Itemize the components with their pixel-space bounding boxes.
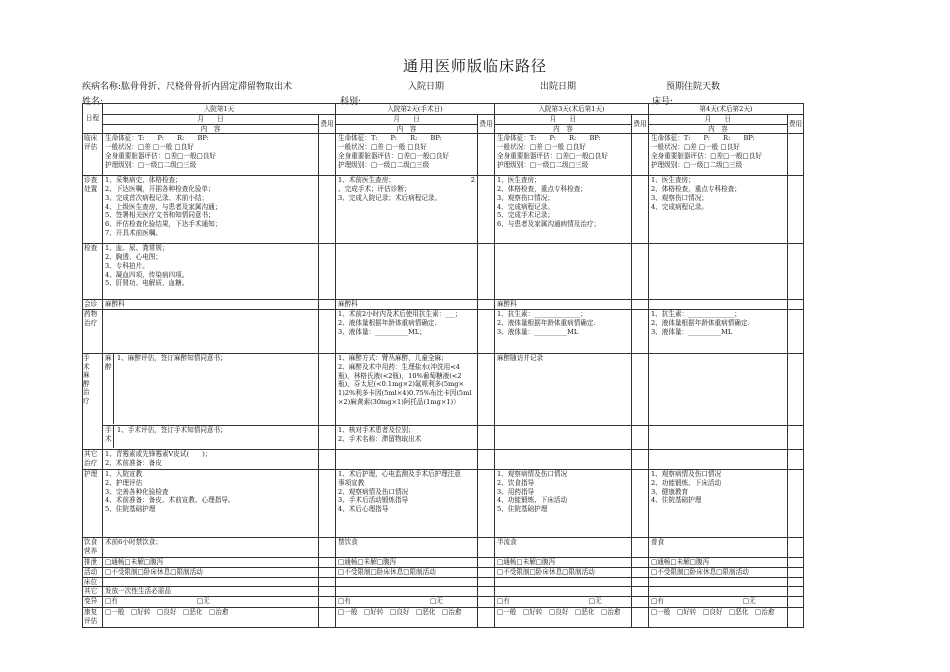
content-cell xyxy=(494,538,631,558)
header-row-content xyxy=(83,124,804,134)
discharge-date-label: 出院日期 xyxy=(540,82,577,92)
row-label: 药物治疗 xyxy=(83,310,103,354)
cell-line: 7、开具术前医嘱。 xyxy=(105,228,162,237)
cell-line: 护理级别：□一级□二级□三级 xyxy=(105,160,197,169)
pathway-row xyxy=(83,300,804,310)
fee-cell[interactable] xyxy=(477,470,494,538)
anesthesia-cell xyxy=(336,354,478,426)
row-label: 会诊 xyxy=(83,300,103,310)
content-cell xyxy=(336,244,478,300)
cell-line: 瓶)，林格氏液(<2瓶)，10%葡萄糖液(<2 xyxy=(338,371,462,380)
cell-line: 5、肝肾功、电解质、血糖。 xyxy=(105,279,189,288)
content-cell xyxy=(494,176,631,244)
content-cell xyxy=(103,607,319,627)
cell-line: 5、住院基础护理 xyxy=(496,504,548,513)
fee-cell[interactable] xyxy=(631,450,648,470)
cell-line: 护理级别：□一级□二级□三级 xyxy=(496,160,589,169)
cell-line: 普食 xyxy=(650,538,665,547)
cell-line: 生命体征：T: P: R: BP: xyxy=(105,134,209,143)
cell-line: 3、手术后活动锻炼指导 xyxy=(338,496,409,505)
row-label-main: 手术麻醉治疗 xyxy=(83,354,90,405)
content-cell xyxy=(103,558,319,568)
page-title: 通用医师版临床路径 xyxy=(402,57,547,75)
fee-cell[interactable] xyxy=(631,538,648,558)
cell-line: □一般 □好转 □良好 □恶化 □治愈 xyxy=(496,607,621,616)
content-cell xyxy=(494,577,631,587)
fee-cell[interactable] xyxy=(477,538,494,558)
row-label: 其它 xyxy=(83,587,103,597)
cell-line: □通畅□未解□腹泻 xyxy=(650,558,710,567)
cell-line: 护理级别：□一级□二级□三级 xyxy=(650,160,743,169)
cell-line: 3、观察伤口情况； xyxy=(496,193,554,202)
cell-line: □一般 □好转 □良好 □恶化 □治愈 xyxy=(105,607,229,616)
content-header: 内 容 xyxy=(103,124,319,134)
cell-line: 1、医生查房； xyxy=(650,176,695,185)
day-header: 入院第3天(术后第1天) xyxy=(494,104,648,115)
cell-line: 3、液体量：__________ML xyxy=(496,327,579,336)
cell-line: 一般状况：□差 □一般 □良好 xyxy=(650,143,740,152)
content-cell xyxy=(336,577,478,587)
content-header: 内 容 xyxy=(494,124,631,134)
cell-line: 术前6小时禁饮食； xyxy=(105,538,162,547)
content-cell xyxy=(103,470,319,538)
cell-line: □不受限制□卧床休息□限制活动 xyxy=(496,567,595,576)
fee-cell[interactable] xyxy=(319,310,336,354)
cell-line: 全身重要脏器评估：□差□一般□良好 xyxy=(650,151,762,160)
cell-line: 1、采集病史、体格检查； xyxy=(105,176,182,185)
row-label: 排泄 xyxy=(83,558,103,568)
cell-line: 3、液体量：__________ML； xyxy=(338,327,426,336)
pathway-row xyxy=(83,470,804,538)
content-header: 内 容 xyxy=(336,124,478,134)
sub-label-anesthesia: 麻醉 xyxy=(105,354,114,424)
fee-cell[interactable] xyxy=(319,450,336,470)
row-label: 康复评估 xyxy=(83,607,103,627)
fee-cell[interactable] xyxy=(319,577,336,587)
cell-line: 麻醉科 xyxy=(105,300,125,309)
fee-cell[interactable] xyxy=(319,470,336,538)
date-header: 日程 xyxy=(83,104,103,134)
anesthesia-cell xyxy=(648,354,787,426)
cell-line: 2、液体量根据年龄体重病情确定. xyxy=(650,318,750,327)
cell-line: 2、术前准备：备皮 xyxy=(105,458,162,467)
cell-line: 2、功能锻炼、下床活动 xyxy=(650,478,722,487)
cell-line: 全身重要脏器评估：□差□一般□良好 xyxy=(105,151,217,160)
content-cell xyxy=(648,538,787,558)
cell-line: 5、住院基础护理 xyxy=(105,504,156,513)
cell-line: □有 □无 xyxy=(338,596,443,605)
fee-cell[interactable] xyxy=(787,558,803,568)
fee-cell[interactable] xyxy=(631,607,648,627)
fee-cell[interactable] xyxy=(787,567,803,577)
fee-header: 费用 xyxy=(787,115,803,134)
content-cell xyxy=(336,134,478,176)
fee-cell[interactable] xyxy=(631,300,648,310)
cell-line: 一般状况：□差 □一般 □良好 xyxy=(496,143,586,152)
cell-line: 5、完成手术记录； xyxy=(496,211,554,220)
cell-line: 4、术后心理指导 xyxy=(338,504,389,513)
content-cell xyxy=(336,300,478,310)
content-cell xyxy=(648,558,787,568)
cell-line: 6、评估检查化验结果，下达手术通知； xyxy=(105,219,222,228)
fee-cell[interactable] xyxy=(319,567,336,577)
content-cell xyxy=(648,577,787,587)
fee-cell[interactable] xyxy=(319,244,336,300)
cell-line: 2、体格检查，重点专科检查； xyxy=(650,185,741,194)
cell-line: 2、下达医嘱，开据各种检查化验单； xyxy=(105,185,215,194)
cell-line: 4、住院基础护理 xyxy=(650,496,702,505)
content-header: 内 容 xyxy=(648,124,787,134)
content-cell xyxy=(336,450,478,470)
row-label: 检查 xyxy=(83,244,103,300)
month-day-label: 月 日 xyxy=(336,115,478,125)
cell-line: □通畅□未解□腹泻 xyxy=(105,558,164,567)
fee-cell[interactable] xyxy=(787,607,803,627)
cell-line: 麻醉随访并记录 xyxy=(496,354,544,363)
content-cell xyxy=(336,310,478,354)
content-cell xyxy=(648,470,787,538)
fee-cell[interactable] xyxy=(631,176,648,244)
cell-line: □有 □无 xyxy=(105,596,210,605)
fee-cell[interactable] xyxy=(787,596,803,607)
fee-cell[interactable] xyxy=(631,310,648,354)
cell-line: 1、观察病情及伤口情况 xyxy=(496,470,568,479)
content-cell xyxy=(103,134,319,176)
row-label: 饮食营养 xyxy=(83,538,103,558)
pathway-row xyxy=(83,596,804,607)
cell-line: 2、饮食指导 xyxy=(496,478,535,487)
content-cell xyxy=(103,587,319,597)
cell-line: 3、液体量：__________ML xyxy=(650,327,733,336)
day-header: 入院第2天(手术日) xyxy=(336,104,495,115)
row-label xyxy=(83,354,103,450)
content-cell xyxy=(336,607,478,627)
pathway-row xyxy=(83,607,804,627)
cell-line: 3、观察伤口情况； xyxy=(650,193,708,202)
row-label: 护理 xyxy=(83,470,103,538)
cell-line: 4、凝血四项、传染病四项。 xyxy=(105,270,189,279)
content-cell xyxy=(336,538,478,558)
cell-line: 2、手术名称：滞留物取出术 xyxy=(338,434,422,443)
cell-line: 3、完成首次病程记录、术前小结； xyxy=(105,193,209,202)
row-surgery xyxy=(83,426,804,450)
cell-line: 5、签署相关医疗文书和知情同意书； xyxy=(105,211,215,220)
cell-line: 2、观察病情及伤口情况 xyxy=(338,487,409,496)
row-label: 诊查处置 xyxy=(83,176,103,244)
cell-line: ×2)麻黄素(30mg×1)阿托品(1mg×1)） xyxy=(338,397,460,406)
pathway-row xyxy=(83,244,804,300)
cell-line: 1、核对手术患者及位别； xyxy=(338,426,415,435)
cell-line: 4、上级医生查房，与患者及家属沟通； xyxy=(105,202,222,211)
cell-line: 2、液体量根据年龄体重病情确定. xyxy=(338,318,437,327)
pathway-row xyxy=(83,558,804,568)
fee-cell[interactable] xyxy=(477,134,494,176)
fee-cell[interactable] xyxy=(631,354,648,426)
fee-cell[interactable] xyxy=(319,354,336,426)
fee-cell[interactable] xyxy=(787,354,803,426)
header-row-days xyxy=(83,104,804,115)
cell-line: □不受限制□卧床休息□限制活动 xyxy=(338,567,436,576)
fee-cell[interactable] xyxy=(319,558,336,568)
cell-line: 1、医生查房； xyxy=(496,176,541,185)
fee-cell[interactable] xyxy=(631,587,648,597)
cell-line: 4、功能锻炼、下床活动 xyxy=(496,496,568,505)
fee-cell[interactable] xyxy=(787,538,803,558)
cell-line: 1、术前2小时内及术后使用抗生素：___； xyxy=(338,310,462,319)
content-cell xyxy=(648,450,787,470)
surgery-cell xyxy=(648,426,787,450)
content-cell xyxy=(336,567,478,577)
content-cell xyxy=(648,310,787,354)
content-cell xyxy=(494,558,631,568)
fee-cell[interactable] xyxy=(477,244,494,300)
content-cell xyxy=(336,176,478,244)
surgery-cell xyxy=(494,426,631,450)
cell-line: 事项宣教 xyxy=(338,478,365,487)
pathway-row xyxy=(83,176,804,244)
fee-cell[interactable] xyxy=(477,587,494,597)
content-cell xyxy=(336,558,478,568)
cell-line: 3、专科拍片。 xyxy=(105,261,149,270)
cell-line: 1、抗生素：______________； xyxy=(496,310,587,319)
fee-header: 费用 xyxy=(319,115,336,134)
fee-cell[interactable] xyxy=(477,567,494,577)
sub-label-surgery: 手术 xyxy=(105,426,114,448)
cell-line: 3、完成入院记录；术后病程记录。 xyxy=(338,193,442,202)
fee-cell[interactable] xyxy=(787,310,803,354)
fee-cell[interactable] xyxy=(477,607,494,627)
cell-line: 1、抗生素：______________； xyxy=(650,310,741,319)
day-header: 入院第1天 xyxy=(103,104,336,115)
fee-cell[interactable] xyxy=(787,470,803,538)
cell-line: 瓶)，芬太尼(<0.1mg×2)氟哌利多(5mg× xyxy=(338,380,465,389)
content-cell xyxy=(648,300,787,310)
cell-line: 一般状况：□差 □一般 □良好 xyxy=(338,143,427,152)
bed-number-label: 床号: xyxy=(652,97,674,107)
fee-cell[interactable] xyxy=(631,558,648,568)
content-cell xyxy=(648,587,787,597)
cell-line: 1、麻醉方式：臂丛麻醉，儿童全麻； xyxy=(338,354,448,363)
cell-line: 4、完成病程记录。 xyxy=(650,202,708,211)
fee-cell[interactable] xyxy=(477,596,494,607)
content-cell xyxy=(336,587,478,597)
cell-line: 半流食 xyxy=(496,538,517,547)
cell-line: 生命体征：T: P: R: BP: xyxy=(496,134,601,143)
content-cell xyxy=(648,244,787,300)
surgery-cell xyxy=(336,426,478,450)
content-cell xyxy=(103,176,319,244)
pathway-row xyxy=(83,310,804,354)
fee-cell[interactable] xyxy=(477,558,494,568)
pathway-row xyxy=(83,587,804,597)
fee-cell[interactable] xyxy=(319,596,336,607)
cell-line: 2、麻醉及术中用药：生理盐水(冲洗用<4 xyxy=(338,362,460,371)
cell-line: 6、与患者及家属沟通病情及治疗； xyxy=(496,219,601,228)
row-label: 床位 xyxy=(83,577,103,587)
disease-name: 疾病名称:肱骨骨折、尺桡骨骨折内固定滞留物取出术 xyxy=(82,82,293,92)
content-cell xyxy=(103,577,319,587)
cell-line: □有 □无 xyxy=(496,596,602,605)
cell-line: 禁饮食 xyxy=(338,538,358,547)
content-cell xyxy=(494,244,631,300)
fee-cell[interactable] xyxy=(631,596,648,607)
fee-cell[interactable] xyxy=(319,607,336,627)
row-anesthesia xyxy=(83,354,804,426)
content-cell xyxy=(103,244,319,300)
fee-cell[interactable] xyxy=(787,587,803,597)
cell-line: 1、麻醉评估，签订麻醉知情同意书； xyxy=(117,354,227,363)
fee-cell[interactable] xyxy=(787,134,803,176)
month-day-label: 月 日 xyxy=(494,115,631,125)
cell-line: □通畅□未解□腹泻 xyxy=(338,558,397,567)
fee-header: 费用 xyxy=(631,115,648,134)
cell-line: □一般 □好转 □良好 □恶化 □治愈 xyxy=(650,607,775,616)
content-cell xyxy=(648,607,787,627)
fee-cell[interactable] xyxy=(477,176,494,244)
cell-line: □一般 □好转 □良好 □恶化 □治愈 xyxy=(338,607,462,616)
cell-line: 3、用药指导 xyxy=(496,487,535,496)
cell-line: 1)2%利多卡因(5ml×4)0.75%布比卡因(5ml xyxy=(338,388,472,397)
fee-cell[interactable] xyxy=(787,450,803,470)
content-cell xyxy=(103,450,319,470)
fee-cell[interactable] xyxy=(631,426,648,450)
cell-line: 4、术前准备：备皮、术前宣教、心理指导。 xyxy=(105,496,235,505)
content-cell xyxy=(494,310,631,354)
anesthesia-cell xyxy=(494,354,631,426)
day-header: 第4天(术后第2天) xyxy=(648,104,803,115)
fee-cell[interactable] xyxy=(787,426,803,450)
content-cell xyxy=(494,450,631,470)
fee-cell[interactable] xyxy=(477,310,494,354)
fee-cell[interactable] xyxy=(787,300,803,310)
pathway-row xyxy=(83,134,804,176)
content-cell xyxy=(103,567,319,577)
content-cell xyxy=(648,134,787,176)
pathway-row xyxy=(83,577,804,587)
anesthesia-cell xyxy=(103,354,319,426)
row-label: 其它治疗 xyxy=(83,450,103,470)
cell-line: 3、完善各种化验检查 xyxy=(105,487,169,496)
cell-line: 2、体格检查，重点专科检查； xyxy=(496,185,587,194)
fee-cell[interactable] xyxy=(319,300,336,310)
cell-line: 全身重要脏器评估：□差□一般□良好 xyxy=(338,151,450,160)
fee-cell[interactable] xyxy=(319,426,336,450)
fee-cell[interactable] xyxy=(631,577,648,587)
cell-line: □有 □无 xyxy=(650,596,756,605)
fee-cell[interactable] xyxy=(319,538,336,558)
fee-cell[interactable] xyxy=(477,450,494,470)
content-cell xyxy=(494,470,631,538)
content-cell xyxy=(494,587,631,597)
cell-line: 1、术后护理，心电监测及手术后护理注意 xyxy=(338,470,461,479)
content-cell xyxy=(648,567,787,577)
fee-cell[interactable] xyxy=(477,354,494,426)
fee-cell[interactable] xyxy=(787,176,803,244)
fee-cell[interactable] xyxy=(631,470,648,538)
content-cell xyxy=(336,470,478,538)
cell-line: 、完成手术；评估诊断； xyxy=(338,185,411,194)
content-cell xyxy=(494,300,631,310)
cell-line: 全身重要脏器评估：□差□一般□良好 xyxy=(496,151,608,160)
cell-line: 麻醉科 xyxy=(338,300,358,309)
content-cell xyxy=(494,567,631,577)
fee-cell[interactable] xyxy=(631,244,648,300)
cell-line: □不受限制□卧床休息□限制活动 xyxy=(105,567,203,576)
cell-line: 生命体征：T: P: R: BP: xyxy=(338,134,442,143)
pathway-row xyxy=(83,538,804,558)
content-cell xyxy=(103,300,319,310)
cell-line: 1、血、尿、粪常规； xyxy=(105,244,169,253)
cell-line: 1、观察病情及伤口情况 xyxy=(650,470,722,479)
content-cell xyxy=(494,596,631,607)
cell-line: 2、胸透、心电图； xyxy=(105,253,162,262)
fee-header: 费用 xyxy=(477,115,494,134)
month-day-label: 月 日 xyxy=(103,115,319,125)
cell-line: □通畅□未解□腹泻 xyxy=(496,558,556,567)
row-label: 变异 xyxy=(83,596,103,607)
cell-line: 1、入院宣教 xyxy=(105,470,143,479)
fee-cell[interactable] xyxy=(477,577,494,587)
fee-cell[interactable] xyxy=(319,176,336,244)
content-cell xyxy=(103,310,319,354)
cell-line: 生命体征：T: P: R: BP: xyxy=(650,134,755,143)
fee-cell[interactable] xyxy=(787,244,803,300)
content-cell xyxy=(103,596,319,607)
fee-cell[interactable] xyxy=(787,577,803,587)
fee-cell[interactable] xyxy=(319,134,336,176)
fee-cell[interactable] xyxy=(477,426,494,450)
expected-days-label: 预期住院天数 xyxy=(666,82,721,92)
month-day-label: 月 日 xyxy=(648,115,787,125)
cell-line: 1、手术评估，签订手术知情同意书； xyxy=(117,426,227,435)
admit-date-label: 入院日期 xyxy=(408,82,445,92)
pathway-row xyxy=(83,567,804,577)
clinical-pathway-table xyxy=(82,103,804,628)
pathway-row xyxy=(83,450,804,470)
surgery-cell xyxy=(103,426,319,450)
content-cell xyxy=(494,134,631,176)
content-cell xyxy=(648,596,787,607)
content-cell xyxy=(648,176,787,244)
cell-line: 2、液体量根据年龄体重病情确定. xyxy=(496,318,596,327)
content-cell xyxy=(103,538,319,558)
fee-cell[interactable] xyxy=(319,587,336,597)
fee-cell[interactable] xyxy=(477,300,494,310)
row-label: 活动 xyxy=(83,567,103,577)
header-row-dates xyxy=(83,115,804,125)
cell-line: □不受限制□卧床休息□限制活动 xyxy=(650,567,749,576)
cell-line: 4、完成病程记录。 xyxy=(496,202,554,211)
cell-line: 3、健康教育 xyxy=(650,487,689,496)
cell-line: 2、护理评估 xyxy=(105,478,143,487)
cell-line: 发放一次性生活必需品 xyxy=(105,587,171,596)
fee-cell[interactable] xyxy=(631,567,648,577)
cell-line: 1、青霉素或先锋霉素Ⅴ皮试( )； xyxy=(105,450,212,459)
content-cell xyxy=(494,607,631,627)
cell-line: 护理级别：□一级□二级□三级 xyxy=(338,160,430,169)
row-label: 临床评估 xyxy=(83,134,103,176)
cell-line: 麻醉科 xyxy=(496,300,517,309)
patient-name-label: 姓名: xyxy=(82,97,104,107)
fee-cell[interactable] xyxy=(631,134,648,176)
content-cell xyxy=(336,596,478,607)
department-label: 科别: xyxy=(340,97,362,107)
cell-line: 一般状况：□差 □一般 □良好 xyxy=(105,143,194,152)
cell-line: 1、术前医生查房； 2 xyxy=(338,176,475,185)
